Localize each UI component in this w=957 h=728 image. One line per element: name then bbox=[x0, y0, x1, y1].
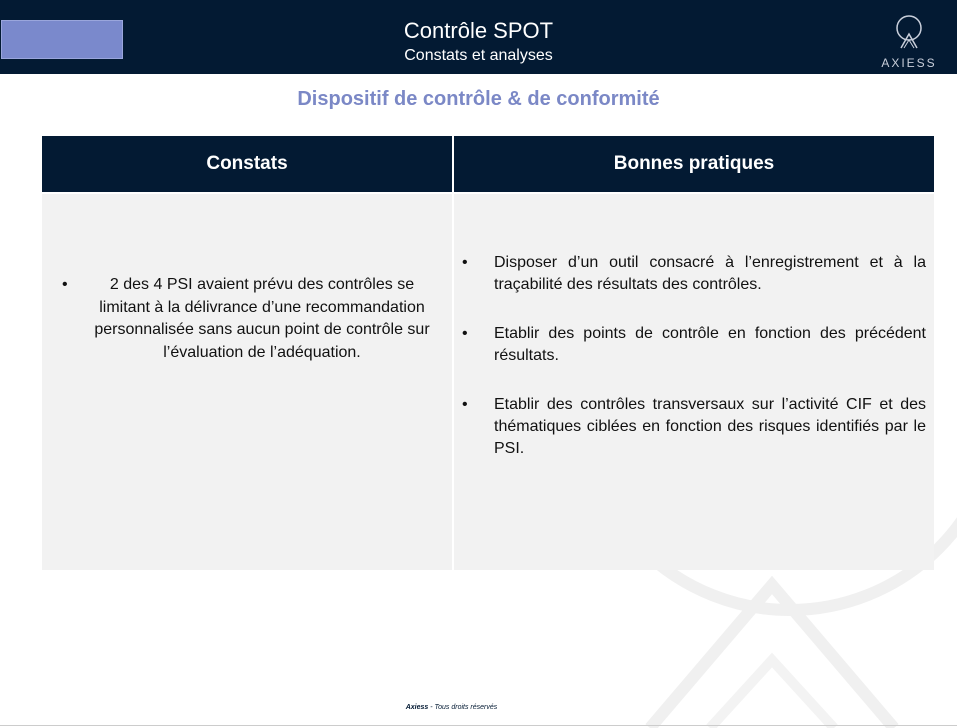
list-item bbox=[462, 394, 926, 460]
axiess-logo-icon bbox=[893, 14, 925, 50]
slide-title: Contrôle SPOT bbox=[403, 18, 554, 43]
list-item bbox=[462, 323, 926, 367]
list-item bbox=[462, 252, 926, 296]
slide-header bbox=[0, 0, 957, 74]
column-header-bonnes-pratiques: Bonnes pratiques bbox=[454, 136, 934, 192]
findings-table bbox=[42, 136, 934, 570]
bullet: • bbox=[462, 325, 468, 342]
bullet: • bbox=[462, 254, 468, 271]
bullet: • bbox=[462, 396, 468, 413]
column-header-constats: Constats bbox=[42, 136, 452, 192]
logo-wordmark: AXIESS bbox=[881, 56, 937, 70]
bonne-pratique-text: Disposer d’un outil consacré à l’enregistrement et à la traçabilité des résultats des contrôles. bbox=[494, 254, 926, 293]
footer-copyright bbox=[0, 704, 903, 711]
constat-item bbox=[62, 274, 434, 364]
bottom-divider bbox=[0, 725, 957, 726]
slide-subtitle: Constats et analyses bbox=[404, 47, 553, 64]
footer-text: - Tous droits réservés bbox=[428, 704, 498, 711]
constats-cell bbox=[42, 194, 452, 570]
constat-text: 2 des 4 PSI avaient prévu des contrôles se limitant à la délivrance d’une recommandation personnalisée sans aucun point de contrôle sur l’évaluation de l’adéquation. bbox=[94, 276, 430, 361]
bonnes-pratiques-cell bbox=[454, 194, 934, 570]
bonne-pratique-text: Etablir des contrôles transversaux sur l’activité CIF et des thématiques ciblées en fonction des risques identifiés par le PSI. bbox=[494, 396, 926, 457]
bullet: • bbox=[62, 276, 68, 293]
bonnes-pratiques-list bbox=[462, 252, 926, 487]
axiess-logo bbox=[876, 14, 942, 72]
footer-brand: Axiess bbox=[405, 704, 429, 711]
bonne-pratique-text: Etablir des points de contrôle en fonction des précédent résultats. bbox=[494, 325, 926, 364]
section-title: Dispositif de contrôle & de conformité bbox=[297, 88, 660, 110]
